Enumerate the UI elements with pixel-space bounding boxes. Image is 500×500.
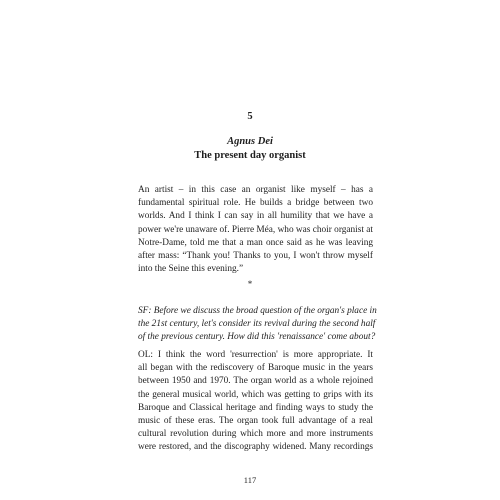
text-line: the 21st century, let's consider its revival during the second half [138, 319, 376, 330]
text-line: An artist – in this case an organist like myself – has a [138, 185, 373, 195]
text-line: the general musical world, which was getting to grips with its [138, 389, 373, 400]
text-line: worlds. And I think I can say in all humility that we have a [138, 211, 373, 222]
text-line: after mass: “Thank you! Thanks to you, I won't throw myself [138, 250, 373, 261]
text-line: cultural revolution during which more and more instruments [138, 429, 373, 440]
text-line: Notre-Dame, told me that a man once said as he was leaving [138, 237, 373, 248]
text-line: Baroque and Classical heritage and finding ways to study the [138, 402, 373, 413]
text-line: between 1950 and 1970. The organ world as a whole rejoined [138, 376, 373, 387]
text-line: music of these eras. The organ took full advantage of a real [138, 415, 373, 426]
text-line: OL: I think the word 'resurrection' is more appropriate. It [138, 350, 373, 360]
text-line: power we're unaware of. Pierre Méa, who was choir organist at [138, 224, 373, 235]
chapter-title: Agnus Dei [227, 136, 273, 147]
text-line: into the Seine this evening.” [138, 264, 244, 275]
text-line: of the previous century. How did this 'renaissance' come about? [138, 332, 376, 343]
paragraph-answer [138, 349, 373, 455]
text-line: fundamental spiritual role. He builds a bridge between two [138, 198, 373, 209]
paragraph-question [138, 305, 377, 345]
chapter-number: 5 [247, 111, 253, 122]
text-line: SF: Before we discuss the broad question of the organ's place in [138, 306, 377, 316]
page-number: 117 [243, 475, 257, 485]
chapter-subtitle: The present day organist [194, 150, 306, 161]
text-line: all began with the rediscovery of Baroque music in the years [138, 363, 373, 374]
text-line: were restored, and the discography widened. Many recordings [138, 442, 373, 453]
paragraph-intro [138, 184, 373, 276]
section-separator: * [247, 279, 253, 289]
